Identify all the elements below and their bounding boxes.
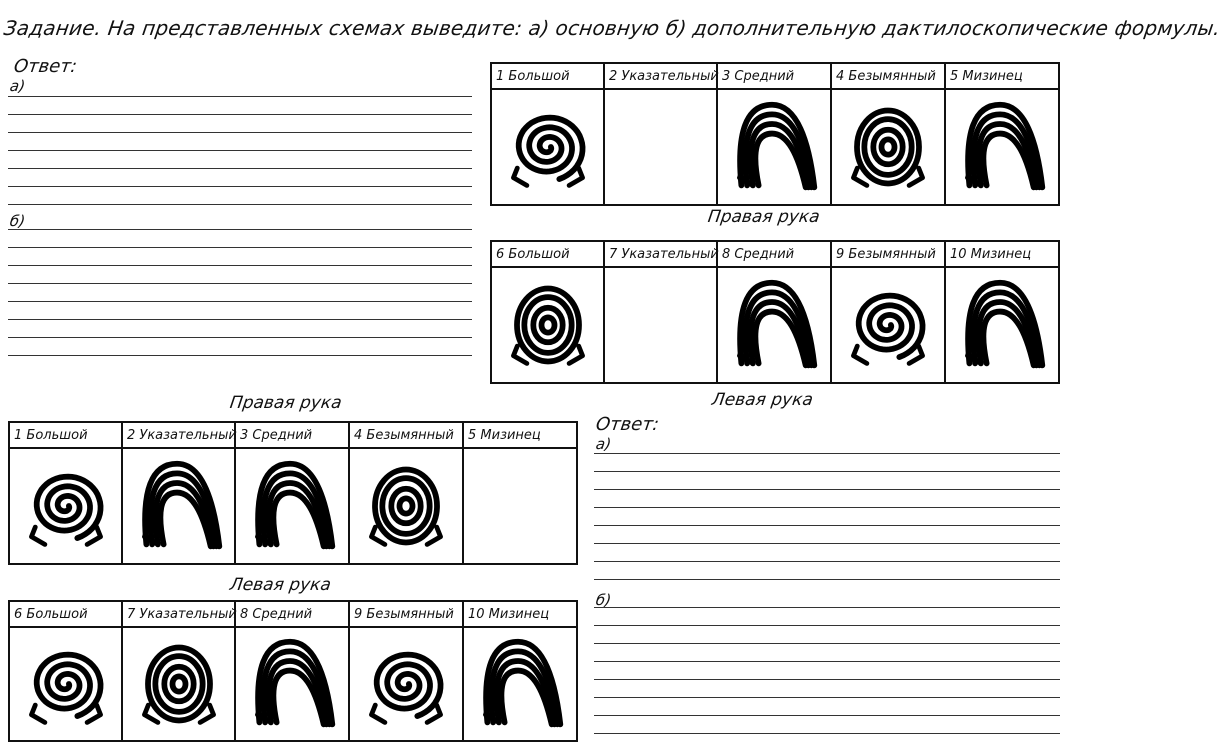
fingerprint-loop-icon <box>954 277 1050 373</box>
finger-label: 4 Безымянный <box>831 63 945 89</box>
card2-left-hand-caption: Левая рука <box>228 575 333 595</box>
fingerprint-concentric-icon <box>500 277 596 373</box>
finger-label: 3 Средний <box>717 63 831 89</box>
finger-label: 4 Безымянный <box>349 422 463 448</box>
answer-bottom-a-lines[interactable] <box>594 436 1060 580</box>
finger-label: 8 Средний <box>235 601 349 627</box>
fingerprint-spiral-icon <box>500 99 596 195</box>
fingerprint-cell <box>349 627 463 741</box>
answer-top-label: Ответ: <box>12 56 79 77</box>
fingerprint-cell <box>235 448 349 564</box>
fingerprint-cell <box>463 448 577 564</box>
fingerprint-loop-icon <box>954 99 1050 195</box>
fingerprint-spiral-icon <box>358 636 454 732</box>
fingerprint-cell <box>604 89 717 205</box>
finger-label: 1 Большой <box>491 63 604 89</box>
fingerprint-cell <box>235 627 349 741</box>
fingerprint-cell <box>463 627 577 741</box>
fingerprint-cell <box>831 267 945 383</box>
answer-top-a-lines[interactable] <box>8 79 472 205</box>
finger-label: 3 Средний <box>235 422 349 448</box>
fingerprint-loop-icon <box>472 636 568 732</box>
finger-label: 2 Указательный <box>122 422 235 448</box>
task-title: Задание. На представленных схемах выведите: а) основную б) дополнительную дактилоскопические формулы. <box>2 16 1222 40</box>
finger-label: 2 Указательный <box>604 63 717 89</box>
fingerprint-concentric-icon <box>131 636 227 732</box>
fingerprint-cell <box>9 627 122 741</box>
finger-label: 10 Мизинец <box>463 601 577 627</box>
finger-label: 5 Мизинец <box>463 422 577 448</box>
fingerprint-loop-icon <box>244 636 340 732</box>
fingerprint-cell <box>349 448 463 564</box>
card2-right-hand-caption: Правая рука <box>228 393 344 413</box>
fingerprint-cell <box>491 267 604 383</box>
finger-label: 9 Безымянный <box>349 601 463 627</box>
fingerprint-cell <box>945 89 1059 205</box>
fingerprint-cell <box>9 448 122 564</box>
answer-bottom-label: Ответ: <box>594 414 661 435</box>
answer-top-b-lines[interactable] <box>8 212 472 356</box>
fingerprint-concentric-icon <box>358 458 454 554</box>
fingerprint-concentric-icon <box>840 99 936 195</box>
finger-label: 7 Указательный <box>122 601 235 627</box>
answer-bottom-a-label: а) <box>594 435 613 453</box>
finger-label: 6 Большой <box>491 241 604 267</box>
answer-bottom-b-lines[interactable] <box>594 590 1060 734</box>
card2-right-hand-table <box>8 421 578 565</box>
fingerprint-cell <box>831 89 945 205</box>
fingerprint-cell <box>717 89 831 205</box>
finger-label: 6 Большой <box>9 601 122 627</box>
finger-label: 7 Указательный <box>604 241 717 267</box>
fingerprint-cell <box>491 89 604 205</box>
card2-left-hand-table <box>8 600 578 742</box>
fingerprint-cell <box>945 267 1059 383</box>
fingerprint-loop-icon <box>726 99 822 195</box>
finger-label: 5 Мизинец <box>945 63 1059 89</box>
fingerprint-cell <box>122 627 235 741</box>
finger-label: 10 Мизинец <box>945 241 1059 267</box>
fingerprint-spiral-icon <box>840 277 936 373</box>
finger-label: 1 Большой <box>9 422 122 448</box>
fingerprint-spiral-icon <box>18 458 114 554</box>
fingerprint-loop-icon <box>726 277 822 373</box>
fingerprint-loop-icon <box>244 458 340 554</box>
fingerprint-cell <box>122 448 235 564</box>
finger-label: 9 Безымянный <box>831 241 945 267</box>
fingerprint-loop-icon <box>131 458 227 554</box>
answer-top-a-label: а) <box>8 77 27 95</box>
card1-left-hand-caption: Левая рука <box>710 390 815 410</box>
card1-right-hand-caption: Правая рука <box>706 207 822 227</box>
answer-bottom-b-label: б) <box>594 591 613 609</box>
fingerprint-spiral-icon <box>18 636 114 732</box>
card1-right-hand-table <box>490 62 1060 206</box>
fingerprint-cell <box>604 267 717 383</box>
answer-top-b-label: б) <box>8 212 27 230</box>
fingerprint-cell <box>717 267 831 383</box>
card1-left-hand-table <box>490 240 1060 384</box>
finger-label: 8 Средний <box>717 241 831 267</box>
